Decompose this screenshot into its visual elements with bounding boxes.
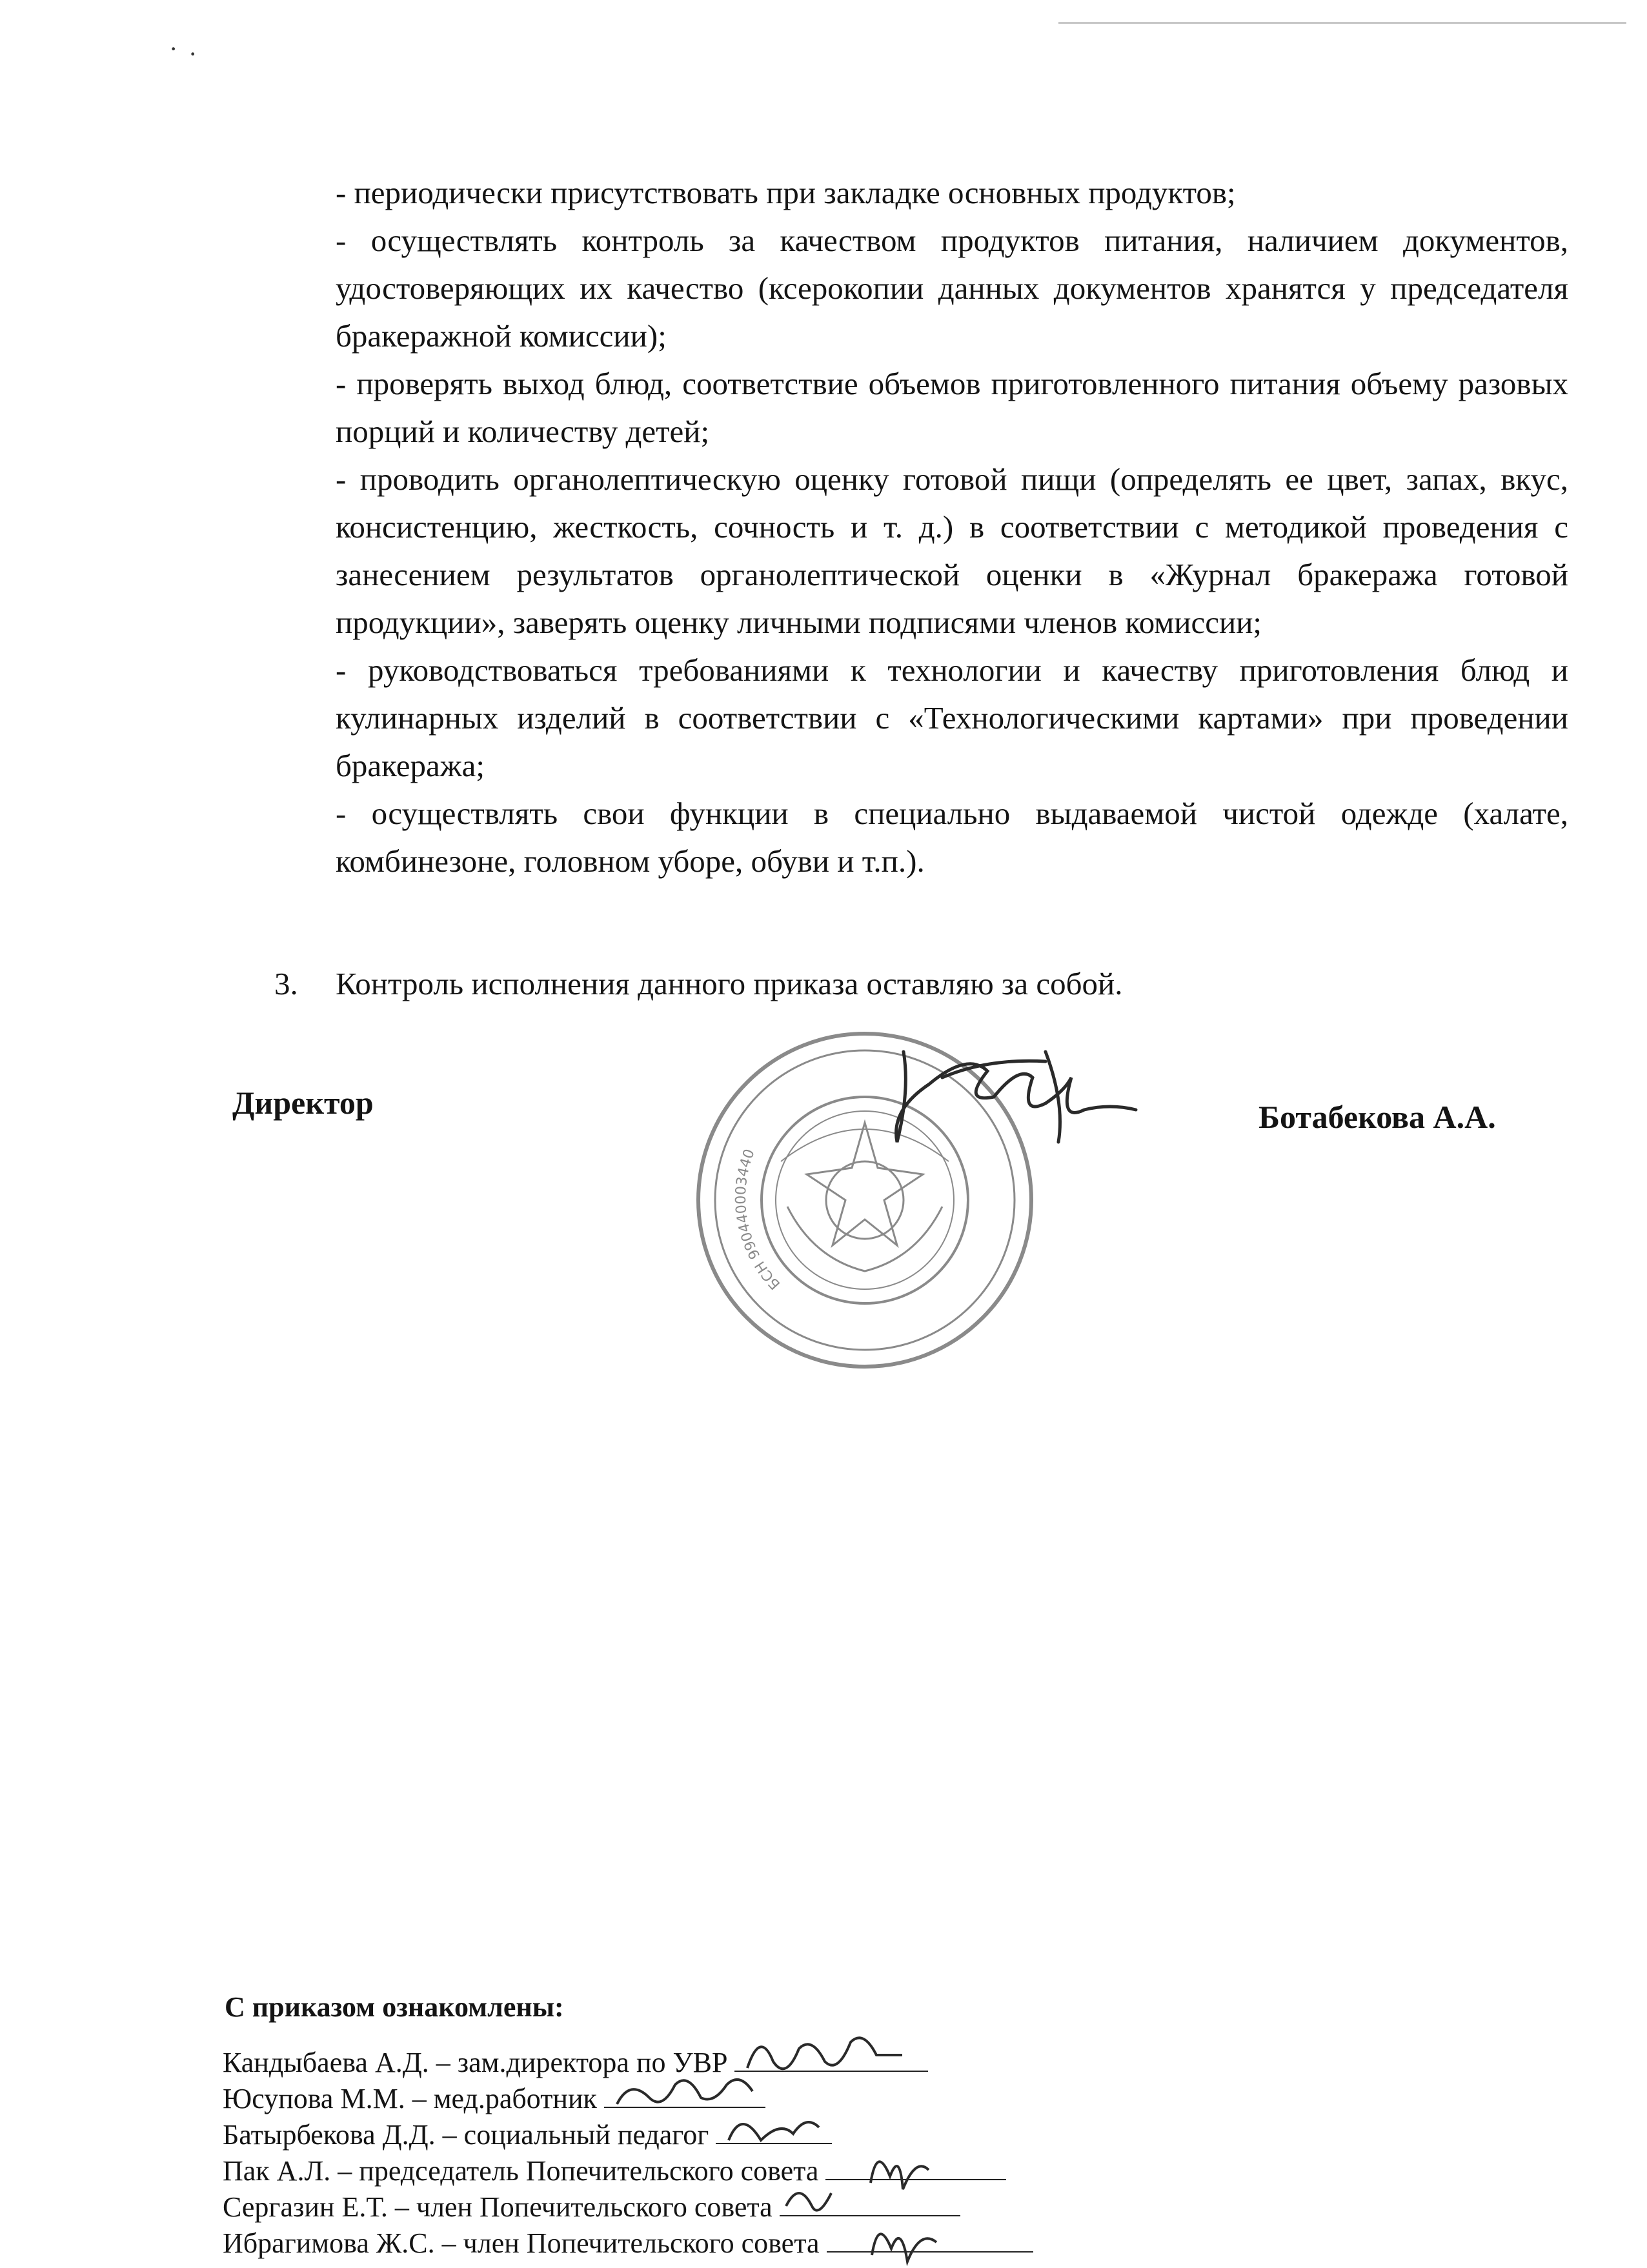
seal-text: БСН 990440003440 <box>733 1147 784 1292</box>
point-number: 3. <box>274 966 298 1001</box>
director-title: Директор <box>232 1085 374 1121</box>
acknowledgement-row <box>223 2223 1033 2259</box>
scan-speck: · <box>188 39 197 68</box>
scan-speck: · <box>169 34 178 63</box>
employee-line: Юсупова М.М. – мед.работник <box>223 2083 597 2114</box>
official-stamp-with-signature <box>684 1013 1149 1374</box>
handwritten-signature <box>716 2095 832 2160</box>
signature-line <box>716 2114 832 2144</box>
employee-line: Сергазин Е.Т. – член Попечительского совета <box>223 2191 773 2223</box>
duty-item: - периодически присутствовать при закладке основных продуктов; <box>336 175 1236 210</box>
duty-item: - осуществлять свои функции в специально выдаваемой чистой одежде (халате, комбинезоне, головном уборе, обуви и т.п.). <box>336 796 1568 879</box>
duty-item: - осуществлять контроль за качеством продуктов питания, наличием документов, удостоверяющих их качество (ксерокопии данных документов хранятся у председателя бракеражной комиссии); <box>336 223 1568 354</box>
duty-item: - руководствоваться требованиями к технологии и качеству приготовления блюд и кулинарных изделий в соответствии с «Технологическими картами» при проведении бракеража; <box>336 652 1568 783</box>
employee-line: Батырбекова Д.Д. – социальный педагог <box>223 2119 709 2151</box>
point-text: Контроль исполнения данного приказа оставляю за собой. <box>336 966 1123 1001</box>
employee-line: Ибрагимова Ж.С. – член Попечительского совета <box>223 2227 820 2259</box>
handwritten-signature <box>827 2203 1033 2268</box>
order-point-3 <box>274 960 1123 1008</box>
acknowledgement-list <box>223 2042 1033 2259</box>
signature-line <box>827 2223 1033 2253</box>
duty-item: - проводить органолептическую оценку готовой пищи (определять ее цвет, запах, вкус, консистенцию, жесткость, сочность и т. д.) в соответствии с методикой проведения с занесением результатов органолептической оценки в «Журнал бракеража готовой продукции», заверять оценку личными подписями членов комиссии; <box>336 461 1568 640</box>
duties-list <box>336 169 1568 885</box>
acknowledgement-heading: С приказом ознакомлены: <box>225 1991 564 2023</box>
scan-edge <box>1058 22 1626 24</box>
employee-line: Кандыбаева А.Д. – зам.директора по УВР <box>223 2047 728 2078</box>
director-name: Ботабекова А.А. <box>1258 1099 1496 1135</box>
duty-item: - проверять выход блюд, соответствие объемов приготовленного питания объему разовых порций и количеству детей; <box>336 366 1568 449</box>
employee-line: Пак А.Л. – председатель Попечительского совета <box>223 2155 819 2187</box>
acknowledgement-row <box>223 2078 1033 2114</box>
